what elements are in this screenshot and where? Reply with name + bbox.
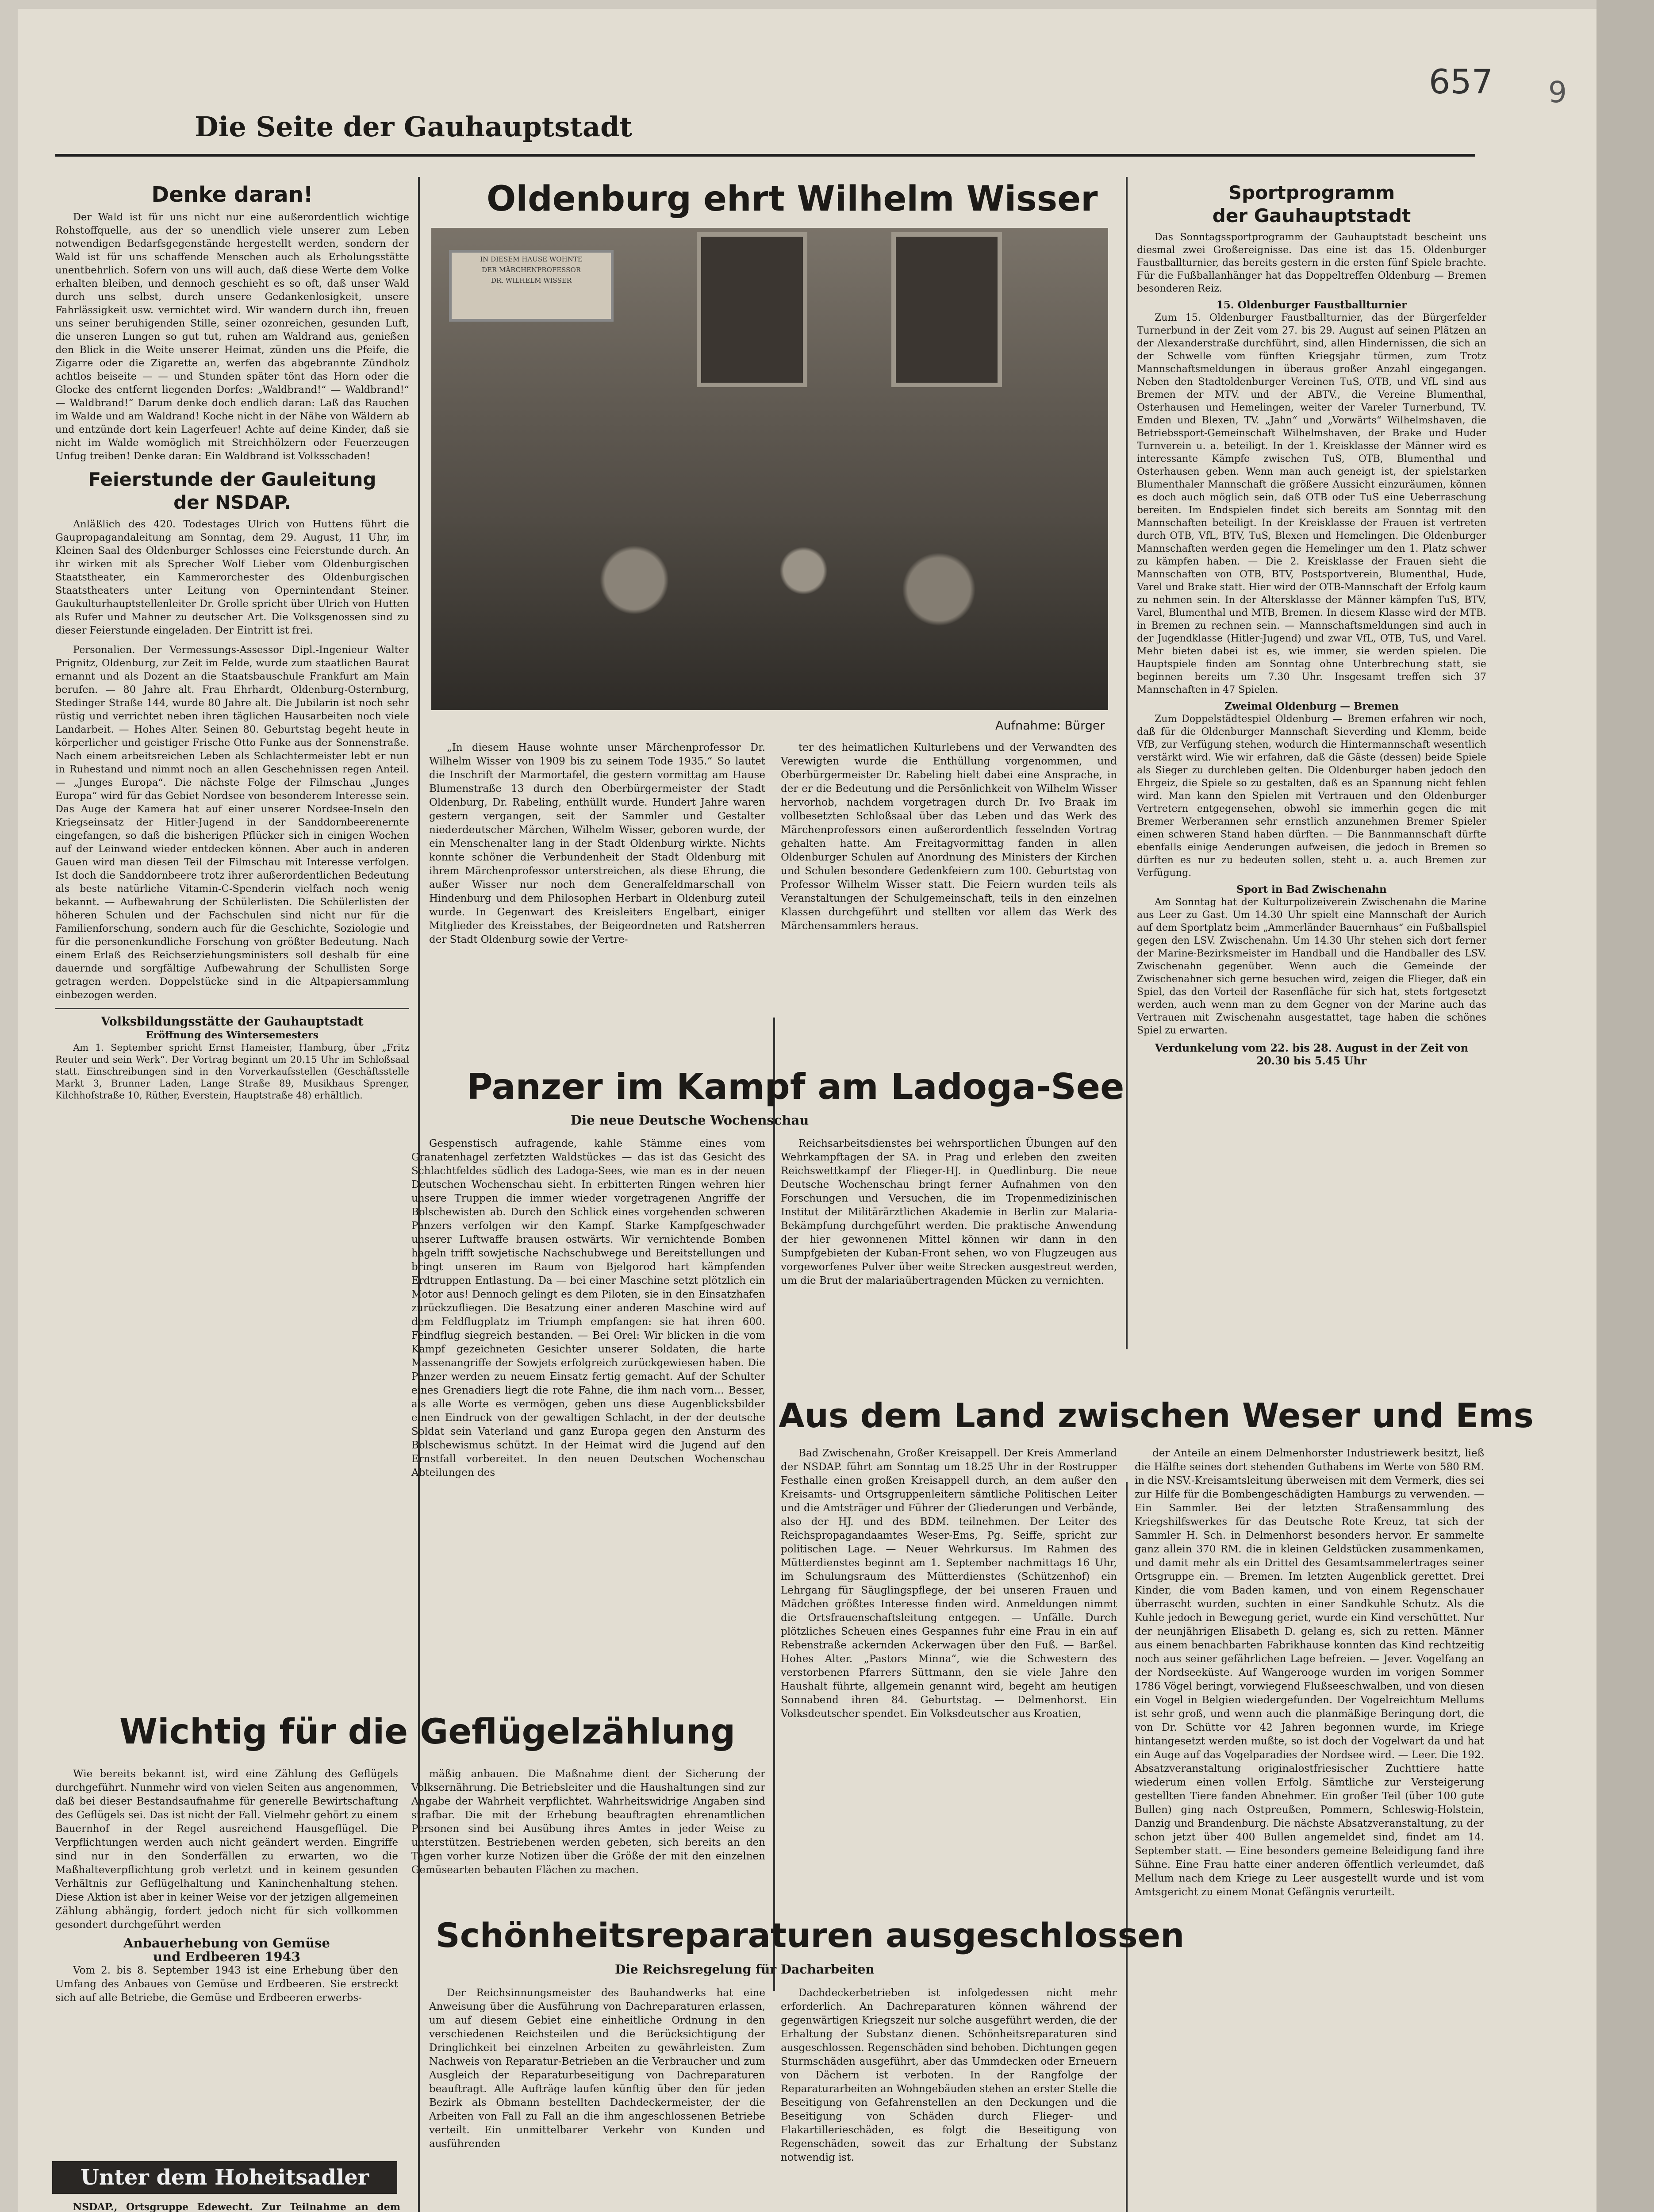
sport-title-1: Sportprogramm — [1228, 182, 1395, 204]
feier-title-1: Feierstunde der Gauleitung — [88, 469, 376, 490]
hoheit-paragraph: NSDAP., Ortsgruppe Edewecht. Zur Teilnahme an dem — [73, 2201, 400, 2212]
panzer-text-a — [411, 1137, 765, 1483]
anbau-text: Vom 2. bis 8. September 1943 ist eine Erhebung über den Umfang des Anbaues von Gemüse und Erdbeeren. Sie erstreckt sich auf alle Betriebe, die Gemüse und Erdbeeren erwerbs- — [55, 1965, 398, 2004]
volks-subtitle: Eröffnung des Wintersemesters — [146, 1029, 319, 1041]
column-rule-3 — [1126, 177, 1128, 1349]
sport-text-c: Zum Doppelstädtespiel Oldenburg — Bremen erfahren wir noch, daß für die Oldenburger Mannschaft Sieverding und Klemm, beide VfB, zur Verfügung stehen, wodurch die Hintermannschaft wesentlich verstärkt wird. Wie wir erfahren, daß die Gäste (dessen) beide Spiele als Sieger zu durchleben gelten. Die Oldenburger haben jedoch den Ehrgeiz, die Spiele so zu gestalten, daß es an Spannung nicht fehlen wird. Man kann den Spielen mit Vertrauen und den Oldenburger Vertretern entgegensehen, obwohl sie immerhin gegen die mit Bremer Werberannen sehr ernstlich anzunehmen Bremer Spieler einen schweren Stand haben dürften. — Die Bannmannschaft dürfte ebenfalls einige Aenderungen aufweisen, die jedoch in Bremen so dürften es nur zu bedeuten sollen, steht u. a. auch Bremen zur Verfügung. — [1137, 714, 1486, 879]
sport-sub-3: Sport in Bad Zwischenahn — [1236, 883, 1387, 895]
notes-text: Personalien. Der Vermessungs-Assessor Dipl.-Ingenieur Walter Prignitz, Oldenburg, zur Zeit im Felde, wurde zum staatlichen Baurat ernannt und als Dozent an die Staatsbauschule Frankfurt am Main berufen. — 80 Jahre alt. Frau Ehrhardt, Oldenburg-Osternburg, Stedinger Straße 144, wurde 80 Jahre alt. Die Jubilarin ist noch sehr rüstig und verrichtet neben ihren täglichen Hausarbeiten noch viele Landarbeit. — Hohes Alter. Seinen 80. Geburtstag begeht heute in körperlicher und geistiger Frische Otto Funke aus der Sonnenstraße. Nach einem arbeitsreichen Leben als Schlachtermeister lebt er nun in Ruhestand und nimmt noch an allen Geschehnissen regen Anteil. — „Junges Europa“. Die nächste Folge der Filmschau „Junges Europa“ wird für das Gebiet Nordsee von besonderem Interesse sein. Das Auge der Kamera hat auf einer unserer Nordsee-Inseln den Kriegseinsatz der Hitler-Jugend in der Sanddornbeerenernte eingefangen, so daß die bisherigen Pflücker sich in einigen Wochen auf der Leinwand wieder entdecken können. Aber auch in anderen Gauen wird man diesen Teil der Filmschau mit Interesse verfolgen. Ist doch die Sanddornbeere trotz ihrer außerordentlichen Bedeutung als beste natürliche Vitamin-C-Spenderin vielfach noch wenig bekannt. — Aufbewahrung der Schülerlisten. Die Schülerlisten der höheren Schulen und der Fachschulen sind nicht nur für die Familienforschung, sondern auch für die Geschichte, Soziologie und für die personenkundliche Forschung von größter Bedeutung. Nach einem Erlaß des Reichserziehungsministers soll deshalb für eine dauernde und sorgfältige Aufbewahrung der Schullisten Sorge getragen werden. Doppelstücke sind in die Altpapiersammlung einbezogen werden. — [55, 644, 409, 1001]
weser-title: Aus dem Land zwischen Weser und Ems — [779, 1396, 1534, 1435]
photo-caption: Aufnahme: Bürger — [995, 719, 1105, 733]
page-number-alt: 9 — [1548, 75, 1567, 109]
wisser-photo — [431, 228, 1108, 710]
sport-text-b: Zum 15. Oldenburger Faustballturnier, das der Bürgerfelder Turnerbund in der Zeit vom 27. bis 29. August auf seinen Plätzen an der Alexanderstraße durchführt, sind, allen Hindernissen, die sich an der Schwelle vom fünften Kriegsjahr türmen, zum Trotz Mannschaftsmeldungen in überaus großer Anzahl eingegangen. Neben den Stadtoldenburger Vereinen TuS, OTB, und VfL sind aus Bremen der MTV. und der ABTV., die Vereine Blumenthal, Osterhausen und Hemelingen, weiter der Vareler Turnerbund, TV. Emden und Blexen, TV. „Jahn“ und „Vorwärts“ Wilhelmshaven, die Betriebssport-Gemeinschaft Wilhelmshaven, der Brake und Huder Turnverein u. a. beteiligt. In der 1. Kreisklasse der Männer wird es interessante Kämpfe zwischen TuS, OTB, Blumenthal und Osterhausen geben. Wenn man auch geneigt ist, der spielstarken Blumenthaler Mannschaft die größere Aussicht einzuräumen, können es doch auch möglich sein, daß OTB oder TuS eine Ueberraschung bereiten. Im Endspielen findet sich bereits am Sonntag mit den Mannschaften beteiligt. In der Kreisklasse der Frauen ist vertreten durch OTB, VfL, BTV, TuS, Blexen und Hemelingen. Die Oldenburger Mannschaften werden gegen die Hemelinger um den 1. Platz schwer zu kämpfen haben. — Die 2. Kreisklasse der Frauen sieht die Mannschaften von OTB, BTV, Postsportverein, Blumenthal, Hude, Varel und Brake statt. Hier wird der OTB-Mannschaft der Erfolg kaum zu nehmen sein. In der Altersklasse der Männer kämpfen TuS, BTV, Varel, Blumenthal und MTB, Bremen. In diesem Klasse wird der MTB. in Bremen zu rechnen sein. — Mannschaftsmeldungen sind auch in der Jugendklasse (Hitler-Jugend) und zwar VfL, OTB, TuS, und Varel. Mehr bieten dabei ist es, wie immer, sie werden spielen. Die Hauptspiele finden am Sonntag ohne Unterbrechung statt, sie beginnen bereits um 7.30 Uhr. Insgesamt treffen sich 37 Mannschaften in 47 Spielen. — [1137, 312, 1486, 695]
verdunkelung-notice: Verdunkelung vom 22. bis 28. August in der Zeit von 20.30 bis 5.45 Uhr — [1155, 1041, 1469, 1067]
sport-sub-2: Zweimal Oldenburg — Bremen — [1224, 700, 1399, 712]
panzer-title: Panzer im Kampf am Ladoga-See — [467, 1066, 1124, 1107]
plaque-line-3: DR. WILHELM WISSER — [491, 276, 572, 284]
panzer-subtitle: Die neue Deutsche Wochenschau — [571, 1113, 809, 1128]
schoen-paragraph-b: Dachdeckerbetrieben ist infolgedessen nicht mehr erforderlich. An Dachreparaturen können während der gegenwärtigen Kriegszeit nur solche ausgeführt werden, die der Erhaltung der Substanz dienen. Schönheitsreparaturen sind ausgeschlossen. Regenschäden sind behoben. Dichtungen gegen Sturmschäden ausgeführt, aber das Ummdecken oder Erneuern von Dächern ist verboten. In der Rangfolge der Reparaturarbeiten an Wohngebäuden stehen an erster Stelle die Beseitigung von Gefahrenstellen an den Deckungen und die Beseitigung von Schäden durch Flieger- und Flakartillerieschäden, es folgt die Beseitigung von Regenschäden, soweit das zur Erhaltung der Substanz notwendig ist. — [781, 1987, 1117, 2163]
plaque-line-2: DER MÄRCHENPROFESSOR — [481, 266, 581, 274]
schoen-subtitle: Die Reichsregelung für Dacharbeiten — [615, 1962, 875, 1977]
schoen-text-a — [429, 1986, 765, 2154]
sport-text-d: Am Sonntag hat der Kulturpolizeiverein Zwischenahn die Marine aus Leer zu Gast. Um 14.30 Uhr spielt eine Mannschaft der Aurich auf dem Sportplatz beim „Ammerländer Bauernhaus“ ein Fußballspiel gegen den LSV. Zwischenahn. Um 14.30 Uhr stehen sich dort ferner der Marine-Bezirksmeister im Handball und die Handballer des LSV. Zwischenahn gegenüber. Wenn auch die Gemeinde der Zwischenahner sich gerne besuchen wird, zeigen die Flieger, daß ein Spiel, das den Vorteil der Rasenfläche für sich hat, stets fortgesetzt werden, auch wenn man zu dem Gegner von der Marine auch das Vertrauen mit Zwischenahn ausgestattet, tage haben die schönes Spiel zu erwarten. — [1137, 897, 1486, 1036]
panzer-text-b — [781, 1137, 1117, 1291]
schoen-paragraph-a: Der Reichsinnungsmeister des Bauhandwerks hat eine Anweisung über die Ausführung von Dachreparaturen erlassen, um auf diesem Gebiet eine einheitliche Ordnung in den verschiedenen Reichsteilen und die Berücksichtigung der Dringlichkeit bei einzelnen Arbeiten zu gewährleisten. Zum Nachweis von Reparatur-Betrieben an die Verbraucher und zum Ausgleich der Reparaturbeseitigung von Dachreparaturen beauftragt. Alle Aufträge laufen künftig über den für jeden Bezirk als Obmann bestellten Dachdeckermeister, der die Arbeiten von Fall zu Fall an die ihm angeschlossenen Betriebe verteilt. Ein unmittelbarer Verkehr von Kunden und ausführenden — [429, 1987, 765, 2150]
gefluegel-title: Wichtig für die Geflügelzählung — [119, 1712, 736, 1752]
column-rule-2 — [773, 1018, 775, 1991]
denke-text: Der Wald ist für uns nicht nur eine außerordentlich wichtige Rohstoffquelle, aus der so unendlich viele unserer zum Leben notwendigen Bedarfsgegenstände hergestellt werden, sondern der Wald ist für uns schaffende Menschen auch als Erholungsstätte unentbehrlich. Sofern von uns will auch, daß diese Werte dem Volke erhalten bleiben, und dennoch geschieht es so oft, daß unser Wald durch uns selbst, durch unsere Gedankenlosigkeit, unsere Fahrlässigkeit usw. vernichtet wird. Wir wandern durch ihn, freuen uns seiner beruhigenden Stille, seiner ozonreichen, gesunden Luft, die unseren Lungen so gut tut, ruhen am Waldrand aus, genießen den Blick in die Weite unserer Heimat, zünden uns die Pfeife, die Zigarre oder die Zigarette an, werfen das abgebrannte Zündholz achtlos beiseite — — und Stunden später tönt das Horn oder die Glocke des entfernt liegenden Dorfes: „Waldbrand!“ — Waldbrand!“ — Waldbrand!“ Darum denke doch endlich daran: Laß das Rauchen im Walde und am Waldrand! Koche nicht in der Nähe von Wäldern ab und entzünde dort kein Lagerfeuer! Achte auf deine Kinder, daß sie nicht im Walde womöglich mit Streichhölzern oder Feuerzeugen Unfug treiben! Denke daran: Ein Waldbrand ist Volksschaden! — [55, 211, 409, 462]
house-window-1 — [697, 232, 807, 387]
page-edge — [1596, 0, 1654, 2212]
schoen-title: Schönheitsreparaturen ausgeschlossen — [436, 1916, 1185, 1955]
notes-divider — [55, 1008, 409, 1009]
volks-title: Volksbildungsstätte der Gauhauptstadt — [101, 1015, 364, 1029]
page-number: 657 — [1429, 62, 1493, 101]
panzer-paragraph-b: Reichsarbeitsdienstes bei wehrsportlichen Übungen auf den Wehrkampftagen der SA. in Prag und erleben den zweiten Reichswettkampf der Flieger-HJ. in Quedlinburg. Die neue Deutsche Wochenschau bringt ferner Aufnahmen von den Forschungen und Versuchen, die im Tropenmedizinischen Institut der Militärärztlichen Akademie in Berlin zur Malaria-Bekämpfung durchgeführt werden. Die praktische Anwendung der hier gewonnenen Mittel können wir dann in den Sumpfgebieten der Kuban-Front sehen, wo von Flugzeugen aus vorgeworfenes Pulver über weite Strecken ausgestreut werden, um die Brut der malariaübertragenden Mücken zu vernichten. — [781, 1138, 1117, 1286]
wisser-text-a — [429, 741, 765, 950]
column-1 — [55, 181, 409, 1105]
anbau-title-2: und Erdbeeren 1943 — [153, 1949, 300, 1964]
weser-paragraph-a: Bad Zwischenahn, Großer Kreisappell. Der Kreis Ammerland der NSDAP. führt am Sonntag um 18.25 Uhr in der Rostrupper Festhalle einen großen Kreisappell durch, an dem außer den Kreisamts- und Ortsgruppenleitern sämtliche Politischen Leiter und die Amtsträger und Führer der Gliederungen und Verbände, also der HJ. und des BDM. teilnehmen. Der Leiter des Reichspropagandaamtes Weser-Ems, Pg. Seiffe, spricht zur politischen Lage. — Neuer Wehrkursus. Im Rahmen des Mütterdienstes beginnt am 1. September nachmittags 16 Uhr, im Schulungsraum des Mütterdienstes (Schützenhof) ein Lehrgang für Säuglingspflege, der bei unseren Frauen und Mädchen größtes Interesse finden wird. Anmeldungen nimmt die Ortsfrauenschaftsleitung entgegen. — Unfälle. Durch plötzliches Scheuen eines Gespannes fuhr eine Frau in ein auf Rebenstraße ackernden Ackerwagen über den Fuß. — Barßel. Hohes Alter. „Pastors Minna“, wie die Schwestern des verstorbenen Pfarrers Süttmann, den sie viele Jahre den Haushalt führte, allgemein genannt wird, begeht am heutigen Sonnabend ihren 84. Geburtstag. — Delmenhorst. Ein Volksdeutscher spendet. Ein Volksdeutscher aus Kroatien, — [781, 1448, 1117, 1720]
header-rule — [55, 154, 1475, 157]
section-title: Die Seite der Gauhauptstadt — [195, 111, 633, 143]
gefluegel-paragraph-b: mäßig anbauen. Die Maßnahme dient der Sicherung der Volksernährung. Die Betriebsleiter und die Haushaltungen sind zur Angabe der Wahrheit verpflichtet. Wahrheitswidrige Angaben sind strafbar. Die mit der Erhebung beauftragten ehrenamtlichen Personen sind bei Ausübung ihres Amtes in jeder Weise zu unterstützen. Bestriebenen werden gebeten, sich bereits an den Tagen vorher kurze Notizen über die Größe der mit den einzelnen Gemüsearten bebauten Flächen zu machen. — [411, 1768, 765, 1876]
sport-sub-1: 15. Oldenburger Faustballturnier — [1216, 299, 1407, 311]
hoheitsadler-banner: Unter dem Hoheitsadler — [52, 2161, 397, 2194]
gefluegel-text-b — [411, 1767, 765, 1881]
schoen-text-b — [781, 1986, 1117, 2168]
feier-text: Anläßlich des 420. Todestages Ulrich von Huttens führt die Gaupropagandaleitung am Sonntag, dem 29. August, 11 Uhr, im Kleinen Saal des Oldenburger Schlosses eine Feierstunde durch. An ihr wirken mit als Sprecher Wolf Lieber vom Oldenburgischen Staatstheater, ein Kammerorchester des Oldenburgischen Staatstheaters unter Leitung von Opernintendant Steiner. Gaukulturhauptstellenleiter Dr. Grolle spricht über Ulrich von Hutten als Rufer und Mahner zu deutscher Art. Die Volksgenossen sind zu dieser Feierstunde eingeladen. Der Eintritt ist frei. — [55, 518, 409, 636]
wisser-text-b — [781, 741, 1117, 937]
column-4 — [1137, 181, 1486, 1067]
volks-text: Am 1. September spricht Ernst Hameister, Hamburg, über „Fritz Reuter und sein Werk“. Der Vortrag beginnt um 20.15 Uhr im Schloßsaal statt. Einschreibungen sind in den Vorverkaufsstellen (Geschäftsstelle Markt 3, Brunner Laden, Lange Straße 89, Musikhaus Sprenger, Kilchhofstraße 10, Rüther, Everstein, Hauptstraße 48) erhältlich. — [55, 1042, 409, 1101]
sport-text-a: Das Sonntagssportprogramm der Gauhauptstadt bescheint uns diesmal zwei Großereignisse. Das eine ist das 15. Oldenburger Faustballturnier, das bereits gestern in die ersten fünf Spiele brachte. Für die Fußballanhänger hat das Doppeltreffen Oldenburg — Bremen besonderen Reiz. — [1137, 232, 1486, 294]
house-window-2 — [891, 232, 1002, 387]
anbau-title: Anbauerhebung von Gemüse — [123, 1936, 330, 1951]
gefluegel-paragraph-a: Wie bereits bekannt ist, wird eine Zählung des Geflügels durchgeführt. Nunmehr wird von vielen Seiten aus angenommen, daß bei dieser Bestandsaufnahme für generelle Bewirtschaftung des Geflügels sei. Das ist nicht der Fall. Vielmehr gehört zu einem Bauernhof in der Regel ausreichend Hausgeflügel. Die Verpflichtungen werden auch nicht geändert werden. Eingriffe sind nur in den Sonderfällen zu erwarten, wo die Maßhalteverpflichtung grob verletzt und in keinem gesunden Verhältnis zur Geflügelhaltung und Kaninchenhaltung stehen. Diese Aktion ist aber in keiner Weise vor der jetzigen allgemeinen Zählung abhängig, fordert jedoch nicht für sich vollkommen gesondert durchgeführt werden — [55, 1768, 398, 1931]
weser-text-a — [781, 1447, 1117, 1724]
feier-title-2: der NSDAP. — [173, 492, 291, 513]
wisser-paragraph-a: „In diesem Hause wohnte unser Märchenprofessor Dr. Wilhelm Wisser von 1909 bis zu seinem Tode 1935.“ So lautet die Inschrift der Marmortafel, die gestern vormittag am Hause Blumenstraße 13 durch den Oberbürgermeister der Stadt Oldenburg, Dr. Rabeling, enthüllt wurde. Hundert Jahre waren gestern vergangen, seit der Sammler und Gestalter niederdeutscher Märchen, Wilhelm Wisser, geboren wurde, der ein Menschenalter lang in der Stadt Oldenburg wirkte. Nichts konnte schöner die Verbundenheit der Stadt Oldenburg mit ihrem Märchenprofessor unterstreichen, als diese Ehrung, die außer Wisser nur noch dem Generalfeldmarschall von Hindenburg und dem Philosophen Herbart in Oldenburg zuteil wurde. In Gegenwart des Kreisleiters Engelbart, einiger Mitglieder des Kreisstabes, der Beigeordneten und Ratsherren der Stadt Oldenburg sowie der Vertre- — [429, 742, 765, 945]
crowd — [431, 524, 1108, 710]
weser-text-b — [1135, 1447, 1484, 1903]
denke-title: Denke daran! — [151, 182, 313, 207]
sport-title-2: der Gauhauptstadt — [1212, 205, 1411, 227]
wisser-paragraph-b: ter des heimatlichen Kulturlebens und der Verwandten des Verewigten wurde die Enthüllung vorgenommen, und Oberbürgermeister Dr. Rabeling hielt dabei eine Ansprache, in der er die Bedeutung und die Persönlichkeit von Wilhelm Wisser hervorhob, nachdem vorgetragen durch Dr. Ivo Braak im vollbesetzten Schloßsaal über das Leben und das Werk des Märchenprofessors einen außerordentlich fesselnden Vortrag gehalten hatte. Am Freitagvormittag fanden in allen Oldenburger Schulen auf Anordnung des Ministers der Kirchen und Schulen besondere Gedenkfeiern zum 100. Geburtstag von Professor Wilhelm Wisser statt. Die Feiern wurden teils als Veranstaltungen der Schulgemeinschaft, teils in den einzelnen Klassen durchgeführt und stellten vor allem das Werk des Märchensammlers heraus. — [781, 742, 1117, 932]
wisser-title: Oldenburg ehrt Wilhelm Wisser — [487, 179, 1098, 219]
gefluegel-text-a — [55, 1767, 398, 2008]
column-rule-4 — [1126, 1482, 1128, 2212]
plaque-line-1: IN DIESEM HAUSE WOHNTE — [480, 255, 583, 263]
weser-paragraph-b: der Anteile an einem Delmenhorster Industriewerk besitzt, ließ die Hälfte seines dort stehenden Guthabens im Werte von 580 RM. in die NSV.-Kreisamtsleitung überweisen mit dem Vermerk, dies sei zur Hilfe für die Bombengeschädigten Hamburgs zu verwenden. — Ein Sammler. Bei der letzten Straßensammlung des Kriegshilfswerkes für das Deutsche Rote Kreuz, tat sich der Sammler H. Sch. in Delmenhorst besonders hervor. Er sammelte ganz allein 370 RM. die in kleinen Geldstücken zusammenkamen, und damit mehr als ein Drittel des Gesamtsammelertrages seiner Ortsgruppe ein. — Bremen. Im letzten Augenblick gerettet. Drei Kinder, die vom Baden kamen, und von einem Regenschauer überrascht wurden, suchten in einer Sandkuhle Schutz. Als die Kuhle jedoch in Bewegung geriet, wurde ein Kind verschüttet. Nur der neunjährigen Elisabeth D. gelang es, sich zu retten. Männer aus einem benachbarten Fabrikhause konnten das Kind rechtzeitig noch aus seiner gefährlichen Lage befreien. — Jever. Vogelfang an der Nordseeküste. Auf Wangerooge wurden im vorigen Sommer 1786 Vögel beringt, vorwiegend Flußseeschwalben, und von diesen ein Vogel in Belgien wiedergefunden. Der Vogelreichtum Mellums ist sehr groß, und wenn auch die planmäßige Beringung dort, die von Dr. Schütte vor 42 Jahren begonnen wurde, im Kriege hintangesetzt werden mußte, so ist doch der Vogelwart da und hat ein Auge auf das Vogelparadies der Nordsee wird. — Leer. Die 192. Absatzveranstaltung originalostfriesischer Zuchttiere hatte wiederum einen vollen Erfolg. Sämtliche zur Versteigerung gestellten Tiere fanden Abnehmer. Ein großer Teil (über 100 gute Bullen) ging nach Ostpreußen, Pommern, Schleswig-Holstein, Danzig und Brandenburg. Die nächste Absatzveranstaltung, zu der schon jetzt über 400 Bullen angemeldet sind, findet am 14. September statt. — Eine besonders gemeine Beleidigung fand ihre Sühne. Eine Frau hatte einer anderen öffentlich verleumdet, daß Mellum nach dem Kriege zu Leer ausgestellt wurde und ist vom Amtsgericht zu einem Monat Gefängnis verurteilt. — [1135, 1448, 1484, 1898]
hoheit-text — [55, 2201, 400, 2212]
memorial-plaque — [449, 250, 614, 322]
panzer-paragraph-a: Gespenstisch aufragende, kahle Stämme eines vom Granatenhagel zerfetzten Waldstückes — das ist das Gesicht des Schlachtfeldes südlich des Ladoga-Sees, wie man es in der neuen Deutschen Wochenschau sieht. In erbitterten Ringen wehren hier unsere Truppen die immer wieder vorgetragenen Angriffe der Bolschewisten ab. Durch den Schlick eines vorgehenden schweren Panzers verfolgen wir den Kampf. Starke Kampfgeschwader unserer Luftwaffe brausen ostwärts. Wir vernichtende Bomben hageln trifft sowjetische Nachschubwege und Bereitstellungen und bringt unseren im Raum von Bjelgorod hart kämpfenden Erdtruppen Entlastung. Da — bei einer Maschine setzt plötzlich ein Motor aus! Dennoch gelingt es dem Piloten, sie in den Einsatzhafen zurückzufliegen. Die Besatzung einer anderen Maschine wird auf dem Feldflugplatz im Triumph empfangen: sie hat ihren 600. Feindflug siegreich bestanden. — Bei Orel: Wir blicken in die vom Kampf gezeichneten Gesichter unserer Soldaten, die harte Massenangriffe der Sowjets erfolgreich zurückgewiesen haben. Die Panzer werden zu neuem Einsatz fertig gemacht. Auf der Schulter eines Grenadiers liegt die rote Fahne, die ihm nach vorn... Besser, als alle Worte es vermögen, geben uns diese Augenblicksbilder einen Eindruck von der gewaltigen Schlacht, in der der deutsche Soldat sein Vaterland und ganz Europa gegen den Ansturm des Bolschewismus schützt. In der Heimat wird die Jugend auf den Ernstfall vorbereitet. In den neuen Deutschen Wochenschau Abteilungen des — [411, 1138, 765, 1479]
